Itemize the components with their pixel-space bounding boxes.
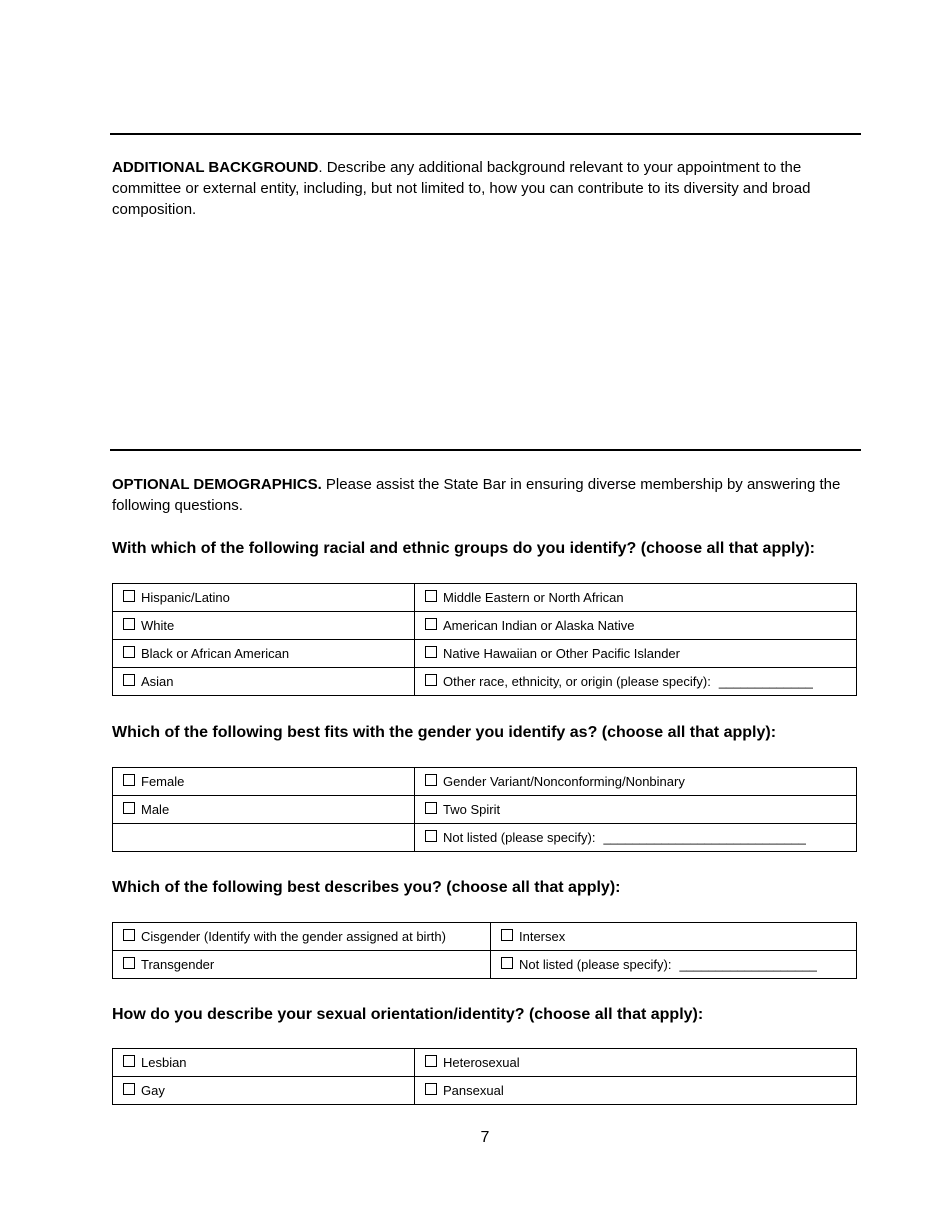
race-option-cell[interactable]: [113, 584, 415, 612]
option-label: Pansexual: [443, 1083, 504, 1098]
additional-background-paragraph: [112, 157, 852, 220]
table-row: [113, 923, 857, 951]
table-row: [113, 612, 857, 640]
checkbox-icon[interactable]: [123, 646, 135, 658]
orientation-question: How do you describe your sexual orientation/identity? (choose all that apply):: [112, 1006, 704, 1023]
checkbox-icon[interactable]: [123, 618, 135, 630]
checkbox-icon[interactable]: [123, 929, 135, 941]
option-label: Transgender: [141, 957, 215, 972]
race-options-table: [112, 583, 857, 696]
specify-blank-line[interactable]: ____________________________: [603, 830, 806, 845]
option-label: Intersex: [519, 929, 566, 944]
checkbox-icon[interactable]: [123, 1083, 135, 1095]
checkbox-icon[interactable]: [425, 674, 437, 686]
table-row: [113, 640, 857, 668]
gender-option-cell[interactable]: [415, 796, 857, 824]
checkbox-icon[interactable]: [425, 618, 437, 630]
option-label: Hispanic/Latino: [141, 590, 230, 605]
race-option-cell[interactable]: [415, 612, 857, 640]
option-label: Gay: [141, 1083, 165, 1098]
table-row: [113, 796, 857, 824]
table-row: [113, 668, 857, 696]
describes-option-cell[interactable]: [491, 951, 857, 979]
table-row: [113, 1077, 857, 1105]
checkbox-icon[interactable]: [425, 774, 437, 786]
option-label: Heterosexual: [443, 1055, 520, 1070]
additional-background-text: . Describe any additional background relevant to your appointment to the committee or external entity, including, but not limited to, how you can contribute to its diversity and broad composition.: [112, 159, 811, 218]
gender-question: Which of the following best fits with the gender you identify as? (choose all that apply):: [112, 724, 777, 741]
option-label: Gender Variant/Nonconforming/Nonbinary: [443, 774, 685, 789]
option-label: Asian: [141, 674, 174, 689]
specify-blank-line[interactable]: ___________________: [679, 957, 817, 972]
section-divider-top: [110, 133, 861, 135]
race-option-cell[interactable]: [415, 584, 857, 612]
option-label: American Indian or Alaska Native: [443, 618, 635, 633]
checkbox-icon[interactable]: [501, 929, 513, 941]
checkbox-icon[interactable]: [425, 1083, 437, 1095]
option-label: White: [141, 618, 175, 633]
table-row: [113, 768, 857, 796]
gender-options-table: [112, 767, 857, 852]
optional-demographics-text: Please assist the State Bar in ensuring diverse membership by answering the following questions.: [112, 476, 841, 514]
option-label: Middle Eastern or North African: [443, 590, 624, 605]
table-row: [113, 584, 857, 612]
describes-option-cell[interactable]: [113, 951, 491, 979]
checkbox-icon[interactable]: [123, 774, 135, 786]
option-label: Not listed (please specify):: [443, 830, 596, 845]
option-label: Female: [141, 774, 185, 789]
gender-option-cell[interactable]: [113, 768, 415, 796]
describes-options-table: [112, 922, 857, 979]
checkbox-icon[interactable]: [425, 646, 437, 658]
describes-option-cell[interactable]: [113, 923, 491, 951]
checkbox-icon[interactable]: [425, 590, 437, 602]
table-row: [113, 1049, 857, 1077]
checkbox-icon[interactable]: [123, 590, 135, 602]
option-label: Lesbian: [141, 1055, 187, 1070]
race-option-cell[interactable]: [113, 668, 415, 696]
orientation-option-cell[interactable]: [113, 1077, 415, 1105]
gender-option-cell[interactable]: [113, 796, 415, 824]
option-label: Native Hawaiian or Other Pacific Islander: [443, 646, 680, 661]
gender-option-cell[interactable]: [415, 824, 857, 852]
checkbox-icon[interactable]: [425, 1055, 437, 1067]
checkbox-icon[interactable]: [123, 802, 135, 814]
checkbox-icon[interactable]: [425, 830, 437, 842]
option-label: Black or African American: [141, 646, 290, 661]
optional-demographics-paragraph: [112, 474, 852, 516]
orientation-option-cell[interactable]: [415, 1049, 857, 1077]
checkbox-icon[interactable]: [123, 674, 135, 686]
table-row: [113, 824, 857, 852]
option-label: Two Spirit: [443, 802, 501, 817]
orientation-options-table: [112, 1048, 857, 1105]
section-divider-bottom: [110, 449, 861, 451]
option-label: Not listed (please specify):: [519, 957, 672, 972]
page-number: 7: [480, 1129, 490, 1146]
race-option-cell[interactable]: [113, 640, 415, 668]
gender-option-cell[interactable]: [415, 768, 857, 796]
checkbox-icon[interactable]: [123, 957, 135, 969]
additional-background-heading: ADDITIONAL BACKGROUND: [112, 159, 319, 176]
table-row: [113, 951, 857, 979]
orientation-option-cell[interactable]: [415, 1077, 857, 1105]
race-option-cell[interactable]: [415, 668, 857, 696]
orientation-option-cell[interactable]: [113, 1049, 415, 1077]
describes-question: Which of the following best describes you? (choose all that apply):: [112, 879, 621, 896]
checkbox-icon[interactable]: [123, 1055, 135, 1067]
optional-demographics-heading: OPTIONAL DEMOGRAPHICS.: [112, 476, 322, 493]
option-label: Cisgender (Identify with the gender assigned at birth): [141, 929, 446, 944]
option-label: Other race, ethnicity, or origin (please specify):: [443, 674, 711, 689]
empty-cell: [113, 824, 415, 852]
specify-blank-line[interactable]: _____________: [718, 674, 813, 689]
describes-option-cell[interactable]: [491, 923, 857, 951]
race-option-cell[interactable]: [415, 640, 857, 668]
race-option-cell[interactable]: [113, 612, 415, 640]
checkbox-icon[interactable]: [501, 957, 513, 969]
checkbox-icon[interactable]: [425, 802, 437, 814]
option-label: Male: [141, 802, 170, 817]
race-question: With which of the following racial and ethnic groups do you identify? (choose all that apply):: [112, 540, 815, 557]
